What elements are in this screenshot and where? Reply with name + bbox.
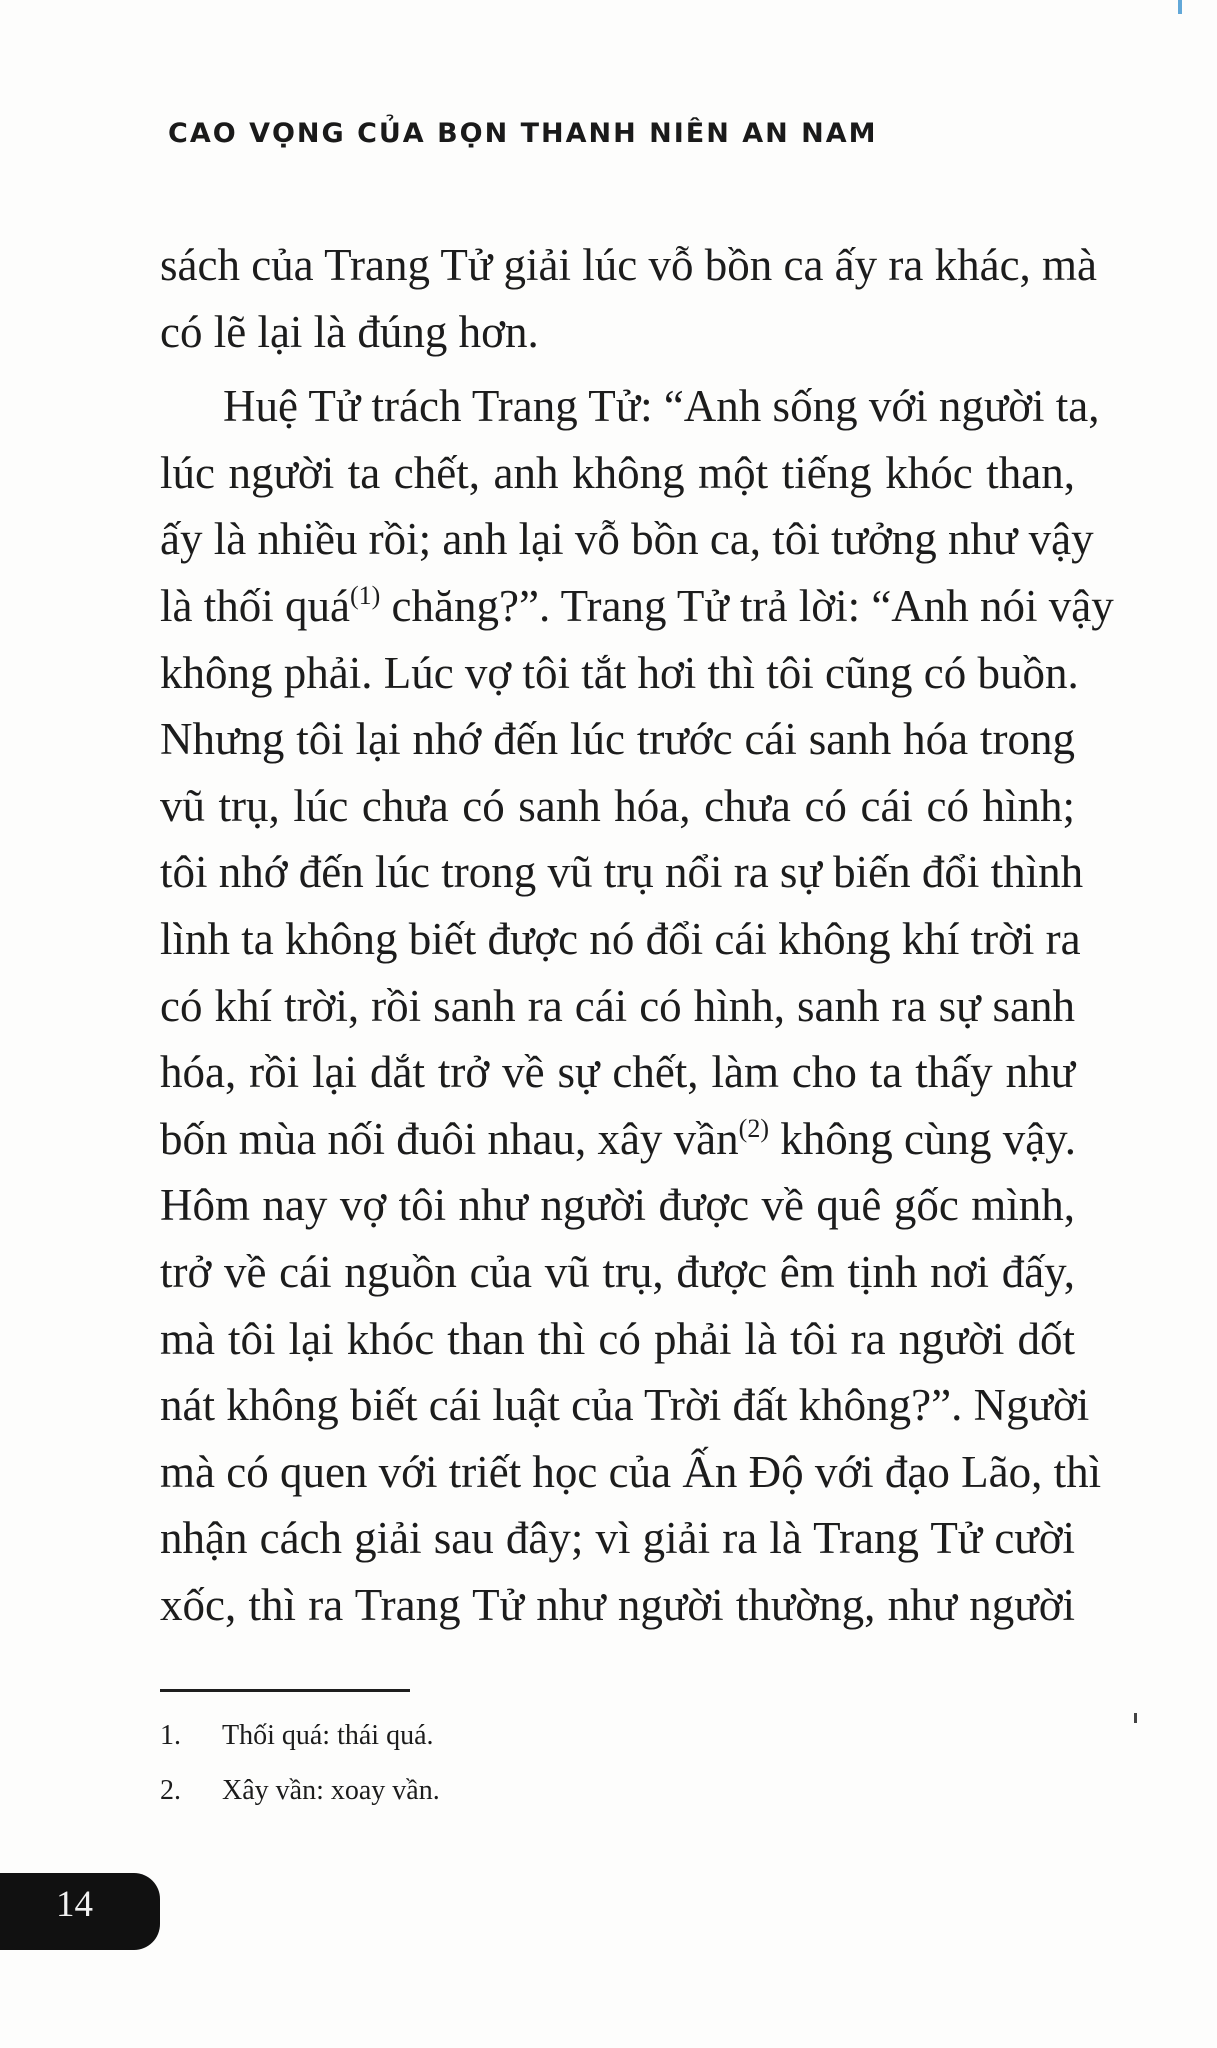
- footnote-text: Xây vần: xoay vần.: [222, 1775, 440, 1806]
- text-line: có lẽ lại là đúng hơn.: [160, 306, 539, 357]
- text-line: vũ trụ, lúc chưa có sanh hóa, chưa có cái có hình;: [160, 780, 1075, 831]
- text-line: hóa, rồi lại dắt trở về sự chết, làm cho ta thấy như: [160, 1047, 1075, 1098]
- text-line: Hôm nay vợ tôi như người được về quê gốc mình,: [160, 1180, 1075, 1231]
- footnote-marker-2: (2): [738, 1113, 769, 1143]
- text-line: Nhưng tôi lại nhớ đến lúc trước cái sanh hóa trong: [160, 714, 1075, 765]
- footnotes: [160, 1708, 440, 1818]
- text-line: xốc, thì ra Trang Tử như người thường, như người: [160, 1579, 1075, 1630]
- text-segment: chăng?”. Trang Tử trả lời: “Anh nói vậy: [391, 580, 1114, 631]
- text-line: có khí trời, rồi sanh ra cái có hình, sanh ra sự sanh: [160, 980, 1075, 1031]
- text-line: ấy là nhiều rồi; anh lại vỗ bồn ca, tôi tưởng như vậy: [160, 514, 1094, 565]
- text-line: lúc người ta chết, anh không một tiếng khóc than,: [160, 447, 1075, 498]
- text-line: Huệ Tử trách Trang Tử: “Anh sống với người ta,: [223, 381, 1100, 432]
- text-line-with-note: [160, 573, 1114, 640]
- text-line: mà có quen với triết học của Ấn Độ với đạo Lão, thì: [160, 1446, 1102, 1497]
- text-line-with-note: [160, 1106, 1075, 1173]
- text-line: tôi nhớ đến lúc trong vũ trụ nổi ra sự biến đổi thình: [160, 847, 1084, 898]
- scan-speck: [1134, 1713, 1137, 1723]
- footnote-text: Thối quá: thái quá.: [222, 1720, 434, 1751]
- footnote-2: [160, 1763, 440, 1818]
- footnote-1: [160, 1708, 440, 1763]
- text-line: lình ta không biết được nó đổi cái không khí trời ra: [160, 913, 1081, 964]
- text-line: mà tôi lại khóc than thì có phải là tôi ra người dốt: [160, 1313, 1075, 1364]
- text-segment: không cùng vậy.: [780, 1113, 1077, 1164]
- text-line: trở về cái nguồn của vũ trụ, được êm tịnh nơi đấy,: [160, 1246, 1075, 1297]
- text-line: sách của Trang Tử giải lúc vỗ bồn ca ấy ra khác, mà: [160, 240, 1098, 290]
- page-number: 14: [56, 1884, 93, 1925]
- body-text: [160, 232, 1114, 1638]
- text-line: nhận cách giải sau đây; vì giải ra là Trang Tử cười: [160, 1513, 1075, 1564]
- footnote-number: 2.: [160, 1775, 181, 1806]
- footnote-marker-1: (1): [349, 580, 381, 610]
- text-line: nát không biết cái luật của Trời đất không?”. Người: [160, 1380, 1090, 1431]
- footnote-number: 1.: [160, 1720, 181, 1751]
- running-head: CAO VỌNG CỦA BỌN THANH NIÊN AN NAM: [168, 118, 878, 149]
- scan-edge-mark: [1178, 0, 1182, 14]
- paragraph-2: [160, 373, 1114, 1638]
- text-segment: bốn mùa nối đuôi nhau, xây vần: [160, 1113, 739, 1164]
- paragraph-1: [160, 232, 1098, 365]
- text-segment: là thối quá: [160, 580, 350, 631]
- page-number-tab: [0, 1873, 160, 1950]
- footnote-divider: [160, 1689, 410, 1692]
- text-line: không phải. Lúc vợ tôi tắt hơi thì tôi cũng có buồn.: [160, 647, 1079, 698]
